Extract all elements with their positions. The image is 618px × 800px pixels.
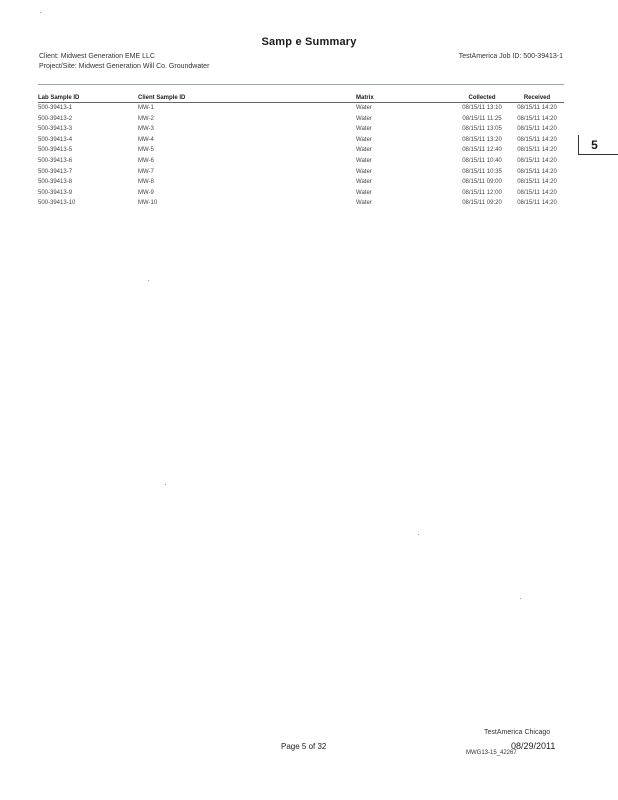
table-row (38, 114, 564, 125)
cell-client-sample-id: MW-10 (138, 200, 158, 207)
table-row (38, 167, 564, 178)
cell-matrix: Water (356, 200, 372, 207)
scan-speck (148, 280, 149, 281)
table-row (38, 156, 564, 167)
client-name: Client: Midwest Generation EME LLC (39, 53, 155, 60)
header-received: Received (510, 95, 564, 103)
cell-lab-sample-id: 500-39413-8 (38, 179, 73, 186)
table-row (38, 103, 564, 114)
cell-received: 08/15/11 14:20 (517, 179, 557, 186)
page-number: Page 5 of 32 (281, 742, 327, 751)
table-row (38, 188, 564, 199)
cell-matrix: Water (356, 157, 372, 164)
table-row (38, 135, 564, 146)
cell-collected: 08/15/11 10:35 (462, 168, 502, 175)
cell-matrix: Water (356, 115, 372, 122)
job-id: TestAmerica Job ID: 500-39413-1 (458, 53, 563, 60)
table-row (38, 177, 564, 188)
header-divider (38, 84, 564, 85)
page-title: Samp e Summary (261, 36, 357, 48)
cell-matrix: Water (356, 168, 372, 175)
cell-client-sample-id: MW-7 (138, 168, 154, 175)
cell-received: 08/15/11 14:20 (517, 136, 557, 143)
header-client-sample-id: Client Sample ID (138, 95, 356, 103)
cell-received: 08/15/11 14:20 (517, 168, 557, 175)
cell-client-sample-id: MW-2 (138, 115, 154, 122)
cell-collected: 08/15/11 11:25 (462, 115, 502, 122)
table-row (38, 124, 564, 135)
cell-received: 08/15/11 14:20 (517, 147, 557, 154)
footer-date: 08/29/2011 (511, 741, 556, 751)
cell-lab-sample-id: 500-39413-2 (38, 115, 73, 122)
cell-collected: 08/15/11 12:00 (462, 189, 502, 196)
cell-collected: 08/15/11 09:00 (462, 179, 502, 186)
scan-speck (40, 12, 41, 13)
cell-lab-sample-id: 500-39413-9 (38, 189, 73, 196)
cell-collected: 08/15/11 09:20 (462, 200, 502, 207)
cell-received: 08/15/11 14:20 (517, 115, 557, 122)
cell-collected: 08/15/11 13:20 (462, 136, 502, 143)
sample-summary-table (38, 95, 564, 209)
cell-collected: 08/15/11 13:05 (462, 126, 502, 133)
cell-matrix: Water (356, 179, 372, 186)
cell-matrix: Water (356, 136, 372, 143)
header-lab-sample-id: Lab Sample ID (38, 95, 138, 103)
cell-received: 08/15/11 14:20 (517, 189, 557, 196)
cell-client-sample-id: MW-9 (138, 189, 154, 196)
table-header-row (38, 95, 564, 103)
footer-code: MWG13-15_42267 (466, 750, 517, 756)
cell-matrix: Water (356, 105, 372, 111)
cell-received: 08/15/11 14:20 (517, 105, 557, 111)
cell-received: 08/15/11 14:20 (517, 126, 557, 133)
cell-client-sample-id: MW-6 (138, 157, 154, 164)
cell-lab-sample-id: 500-39413-5 (38, 147, 73, 154)
scan-speck (165, 484, 166, 485)
cell-lab-sample-id: 500-39413-7 (38, 168, 73, 175)
cell-client-sample-id: MW-5 (138, 147, 154, 154)
cell-client-sample-id: MW-4 (138, 136, 154, 143)
header-collected: Collected (454, 95, 510, 103)
project-site: Project/Site: Midwest Generation Will Co. Groundwater (39, 63, 210, 70)
header-matrix: Matrix (356, 95, 454, 103)
cell-collected: 08/15/11 12:40 (462, 147, 502, 154)
table-row (38, 145, 564, 156)
cell-matrix: Water (356, 126, 372, 133)
cell-lab-sample-id: 500-39413-3 (38, 126, 73, 133)
cell-lab-sample-id: 500-39413-1 (38, 105, 73, 111)
cell-client-sample-id: MW-8 (138, 179, 154, 186)
cell-collected: 08/15/11 13:10 (462, 105, 502, 111)
cell-received: 08/15/11 14:20 (517, 200, 557, 207)
cell-lab-sample-id: 500-39413-10 (38, 200, 76, 207)
cell-matrix: Water (356, 147, 372, 154)
cell-received: 08/15/11 14:20 (517, 157, 557, 164)
scan-speck (418, 534, 419, 535)
cell-client-sample-id: MW-3 (138, 126, 154, 133)
table-body (38, 103, 564, 209)
table-row (38, 198, 564, 209)
cell-client-sample-id: MW-1 (138, 105, 154, 111)
section-tab: 5 (578, 135, 618, 155)
footer-lab-name: TestAmerica Chicago (484, 729, 551, 736)
cell-lab-sample-id: 500-39413-6 (38, 157, 73, 164)
cell-collected: 08/15/11 10:40 (462, 157, 502, 164)
cell-lab-sample-id: 500-39413-4 (38, 136, 73, 143)
cell-matrix: Water (356, 189, 372, 196)
scan-speck (520, 598, 521, 599)
